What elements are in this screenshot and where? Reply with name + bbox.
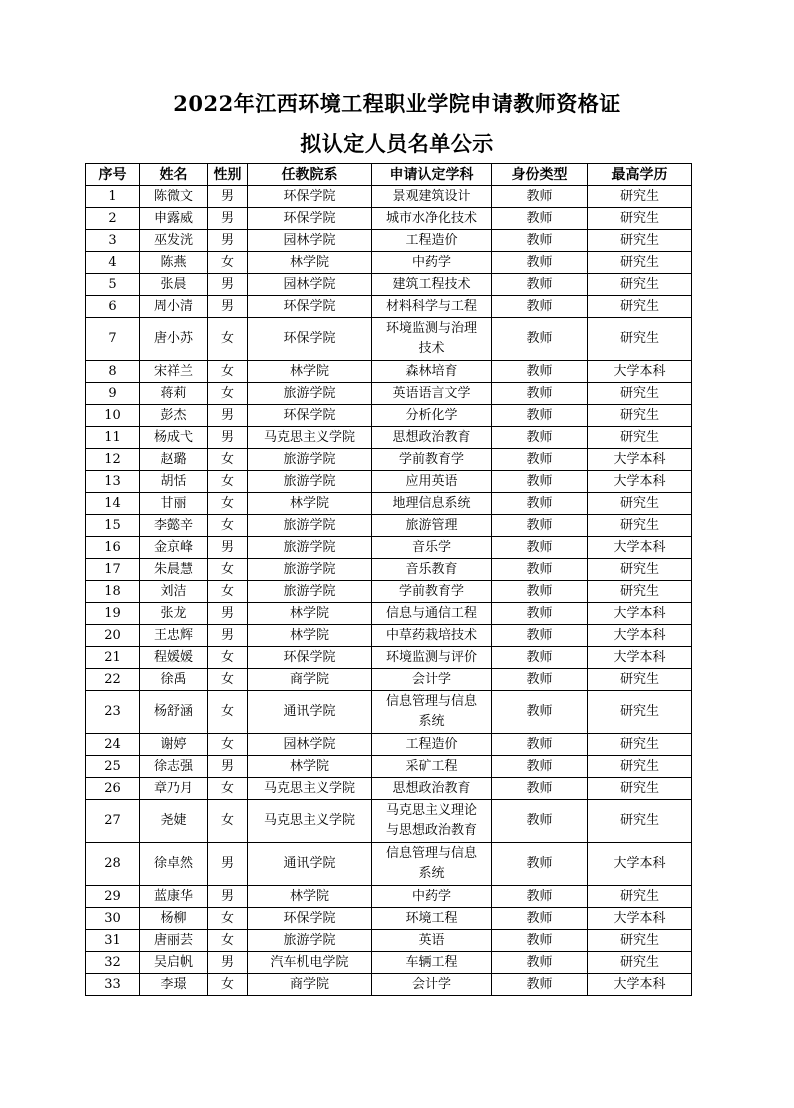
table-row [86, 778, 692, 800]
cell-identity: 教师 [492, 361, 588, 383]
cell-identity: 教师 [492, 691, 588, 734]
table-row [86, 886, 692, 908]
cell-gender: 女 [208, 734, 248, 756]
cell-subject: 环境监测与评价 [372, 647, 492, 669]
cell-department: 园林学院 [248, 274, 372, 296]
cell-education: 研究生 [588, 559, 692, 581]
cell-name: 申露威 [140, 208, 208, 230]
cell-education: 研究生 [588, 581, 692, 603]
cell-index: 10 [86, 405, 140, 427]
cell-name: 赵璐 [140, 449, 208, 471]
cell-department: 旅游学院 [248, 449, 372, 471]
cell-department: 环保学院 [248, 208, 372, 230]
cell-subject: 学前教育学 [372, 581, 492, 603]
cell-subject: 信息与通信工程 [372, 603, 492, 625]
cell-name: 吴启帆 [140, 952, 208, 974]
cell-subject: 英语 [372, 930, 492, 952]
cell-index: 15 [86, 515, 140, 537]
col-header-gender: 性别 [208, 164, 248, 186]
cell-index: 7 [86, 318, 140, 361]
cell-education: 大学本科 [588, 625, 692, 647]
cell-identity: 教师 [492, 756, 588, 778]
cell-index: 9 [86, 383, 140, 405]
cell-gender: 女 [208, 252, 248, 274]
cell-identity: 教师 [492, 296, 588, 318]
cell-department: 环保学院 [248, 318, 372, 361]
cell-index: 3 [86, 230, 140, 252]
cell-name: 陈燕 [140, 252, 208, 274]
cell-subject: 工程造价 [372, 230, 492, 252]
cell-subject: 工程造价 [372, 734, 492, 756]
cell-gender: 女 [208, 778, 248, 800]
table-row [86, 974, 692, 996]
cell-department: 环保学院 [248, 186, 372, 208]
cell-department: 园林学院 [248, 230, 372, 252]
cell-index: 19 [86, 603, 140, 625]
cell-index: 13 [86, 471, 140, 493]
cell-name: 杨成弋 [140, 427, 208, 449]
cell-gender: 女 [208, 581, 248, 603]
cell-index: 28 [86, 843, 140, 886]
cell-department: 林学院 [248, 252, 372, 274]
cell-index: 6 [86, 296, 140, 318]
cell-subject: 环境工程 [372, 908, 492, 930]
cell-identity: 教师 [492, 800, 588, 843]
cell-identity: 教师 [492, 252, 588, 274]
cell-gender: 男 [208, 186, 248, 208]
cell-name: 徐志强 [140, 756, 208, 778]
cell-education: 研究生 [588, 930, 692, 952]
cell-department: 马克思主义学院 [248, 800, 372, 843]
cell-identity: 教师 [492, 669, 588, 691]
cell-identity: 教师 [492, 471, 588, 493]
cell-education: 研究生 [588, 734, 692, 756]
cell-gender: 女 [208, 908, 248, 930]
cell-name: 徐禹 [140, 669, 208, 691]
table-row [86, 800, 692, 843]
cell-name: 杨柳 [140, 908, 208, 930]
cell-education: 研究生 [588, 952, 692, 974]
cell-identity: 教师 [492, 625, 588, 647]
cell-gender: 女 [208, 471, 248, 493]
cell-index: 11 [86, 427, 140, 449]
table-row [86, 625, 692, 647]
cell-gender: 女 [208, 515, 248, 537]
cell-name: 蓝康华 [140, 886, 208, 908]
cell-education: 研究生 [588, 186, 692, 208]
cell-identity: 教师 [492, 603, 588, 625]
cell-identity: 教师 [492, 537, 588, 559]
cell-index: 25 [86, 756, 140, 778]
cell-index: 24 [86, 734, 140, 756]
cell-department: 马克思主义学院 [248, 778, 372, 800]
cell-name: 周小清 [140, 296, 208, 318]
cell-name: 彭杰 [140, 405, 208, 427]
cell-education: 研究生 [588, 208, 692, 230]
cell-gender: 女 [208, 361, 248, 383]
cell-identity: 教师 [492, 274, 588, 296]
cell-subject: 音乐教育 [372, 559, 492, 581]
cell-education: 研究生 [588, 383, 692, 405]
cell-gender: 女 [208, 669, 248, 691]
cell-name: 刘洁 [140, 581, 208, 603]
table-row [86, 515, 692, 537]
cell-education: 研究生 [588, 230, 692, 252]
cell-department: 环保学院 [248, 405, 372, 427]
cell-subject: 中药学 [372, 252, 492, 274]
cell-education: 大学本科 [588, 647, 692, 669]
page-title-line-2: 拟认定人员名单公示 [300, 131, 494, 156]
cell-identity: 教师 [492, 974, 588, 996]
cell-education: 研究生 [588, 515, 692, 537]
cell-name: 王忠辉 [140, 625, 208, 647]
cell-gender: 男 [208, 296, 248, 318]
cell-subject: 建筑工程技术 [372, 274, 492, 296]
cell-gender: 男 [208, 886, 248, 908]
cell-department: 环保学院 [248, 647, 372, 669]
cell-subject: 音乐学 [372, 537, 492, 559]
cell-identity: 教师 [492, 952, 588, 974]
table-row [86, 318, 692, 361]
cell-subject: 旅游管理 [372, 515, 492, 537]
cell-education: 研究生 [588, 252, 692, 274]
cell-department: 旅游学院 [248, 515, 372, 537]
cell-identity: 教师 [492, 930, 588, 952]
cell-identity: 教师 [492, 318, 588, 361]
table-row [86, 493, 692, 515]
cell-name: 徐卓然 [140, 843, 208, 886]
cell-name: 程媛媛 [140, 647, 208, 669]
cell-name: 杨舒涵 [140, 691, 208, 734]
cell-education: 大学本科 [588, 361, 692, 383]
cell-subject: 马克思主义理论 与思想政治教育 [372, 800, 492, 843]
cell-index: 33 [86, 974, 140, 996]
cell-education: 研究生 [588, 427, 692, 449]
cell-subject: 会计学 [372, 669, 492, 691]
cell-department: 林学院 [248, 493, 372, 515]
cell-gender: 女 [208, 691, 248, 734]
header-row [86, 164, 692, 186]
cell-gender: 女 [208, 559, 248, 581]
cell-education: 研究生 [588, 669, 692, 691]
cell-name: 谢婷 [140, 734, 208, 756]
cell-index: 32 [86, 952, 140, 974]
cell-gender: 女 [208, 930, 248, 952]
cell-index: 27 [86, 800, 140, 843]
cell-name: 陈微文 [140, 186, 208, 208]
cell-name: 宋祥兰 [140, 361, 208, 383]
table-row [86, 908, 692, 930]
cell-name: 朱晨慧 [140, 559, 208, 581]
cell-education: 大学本科 [588, 603, 692, 625]
table-row [86, 537, 692, 559]
cell-identity: 教师 [492, 230, 588, 252]
cell-education: 大学本科 [588, 843, 692, 886]
cell-index: 26 [86, 778, 140, 800]
cell-subject: 中药学 [372, 886, 492, 908]
cell-index: 5 [86, 274, 140, 296]
cell-education: 研究生 [588, 493, 692, 515]
cell-subject: 森林培育 [372, 361, 492, 383]
cell-index: 30 [86, 908, 140, 930]
cell-name: 张晨 [140, 274, 208, 296]
cell-index: 8 [86, 361, 140, 383]
cell-identity: 教师 [492, 405, 588, 427]
cell-name: 章乃月 [140, 778, 208, 800]
cell-department: 商学院 [248, 974, 372, 996]
cell-gender: 女 [208, 647, 248, 669]
cell-gender: 男 [208, 756, 248, 778]
cell-subject: 信息管理与信息 系统 [372, 691, 492, 734]
table-row [86, 471, 692, 493]
cell-subject: 车辆工程 [372, 952, 492, 974]
page-title-line-1: 2022年江西环境工程职业学院申请教师资格证 [173, 91, 621, 116]
cell-identity: 教师 [492, 843, 588, 886]
cell-department: 旅游学院 [248, 930, 372, 952]
cell-name: 李懿辛 [140, 515, 208, 537]
cell-index: 20 [86, 625, 140, 647]
cell-department: 旅游学院 [248, 559, 372, 581]
cell-identity: 教师 [492, 734, 588, 756]
cell-index: 18 [86, 581, 140, 603]
cell-name: 胡恬 [140, 471, 208, 493]
cell-education: 大学本科 [588, 537, 692, 559]
cell-subject: 应用英语 [372, 471, 492, 493]
table-row [86, 581, 692, 603]
col-header-subject: 申请认定学科 [372, 164, 492, 186]
cell-education: 大学本科 [588, 449, 692, 471]
roster-table [85, 163, 692, 996]
cell-education: 研究生 [588, 756, 692, 778]
cell-department: 旅游学院 [248, 537, 372, 559]
cell-gender: 女 [208, 449, 248, 471]
cell-education: 研究生 [588, 886, 692, 908]
cell-subject: 英语语言文学 [372, 383, 492, 405]
table-row [86, 449, 692, 471]
cell-department: 旅游学院 [248, 581, 372, 603]
cell-gender: 男 [208, 603, 248, 625]
cell-education: 研究生 [588, 296, 692, 318]
cell-gender: 男 [208, 537, 248, 559]
cell-gender: 男 [208, 952, 248, 974]
cell-gender: 男 [208, 230, 248, 252]
cell-identity: 教师 [492, 778, 588, 800]
cell-gender: 女 [208, 318, 248, 361]
cell-index: 14 [86, 493, 140, 515]
cell-subject: 学前教育学 [372, 449, 492, 471]
cell-education: 大学本科 [588, 974, 692, 996]
col-header-name: 姓名 [140, 164, 208, 186]
cell-department: 通讯学院 [248, 843, 372, 886]
table-row [86, 930, 692, 952]
cell-gender: 女 [208, 383, 248, 405]
cell-identity: 教师 [492, 208, 588, 230]
cell-subject: 思想政治教育 [372, 427, 492, 449]
table-row [86, 186, 692, 208]
cell-education: 研究生 [588, 800, 692, 843]
cell-education: 研究生 [588, 778, 692, 800]
cell-gender: 女 [208, 493, 248, 515]
table-row [86, 296, 692, 318]
cell-name: 唐小苏 [140, 318, 208, 361]
cell-department: 旅游学院 [248, 383, 372, 405]
cell-index: 29 [86, 886, 140, 908]
cell-identity: 教师 [492, 383, 588, 405]
cell-gender: 男 [208, 625, 248, 647]
cell-subject: 会计学 [372, 974, 492, 996]
cell-index: 2 [86, 208, 140, 230]
cell-department: 环保学院 [248, 296, 372, 318]
col-header-identity: 身份类型 [492, 164, 588, 186]
cell-subject: 思想政治教育 [372, 778, 492, 800]
cell-name: 尧婕 [140, 800, 208, 843]
cell-name: 巫发洸 [140, 230, 208, 252]
table-row [86, 405, 692, 427]
cell-index: 31 [86, 930, 140, 952]
cell-gender: 男 [208, 843, 248, 886]
cell-name: 张龙 [140, 603, 208, 625]
cell-education: 大学本科 [588, 908, 692, 930]
table-row [86, 952, 692, 974]
cell-identity: 教师 [492, 515, 588, 537]
cell-education: 研究生 [588, 274, 692, 296]
cell-subject: 景观建筑设计 [372, 186, 492, 208]
table-row [86, 427, 692, 449]
cell-department: 汽车机电学院 [248, 952, 372, 974]
cell-department: 林学院 [248, 625, 372, 647]
cell-identity: 教师 [492, 493, 588, 515]
cell-department: 林学院 [248, 361, 372, 383]
cell-identity: 教师 [492, 427, 588, 449]
col-header-index: 序号 [86, 164, 140, 186]
cell-name: 甘丽 [140, 493, 208, 515]
table-row [86, 230, 692, 252]
cell-index: 22 [86, 669, 140, 691]
cell-gender: 男 [208, 427, 248, 449]
cell-identity: 教师 [492, 886, 588, 908]
table-row [86, 734, 692, 756]
table-row [86, 252, 692, 274]
table-row [86, 208, 692, 230]
cell-department: 园林学院 [248, 734, 372, 756]
cell-department: 商学院 [248, 669, 372, 691]
cell-identity: 教师 [492, 647, 588, 669]
cell-name: 李璟 [140, 974, 208, 996]
cell-department: 旅游学院 [248, 471, 372, 493]
table-row [86, 274, 692, 296]
cell-education: 研究生 [588, 405, 692, 427]
cell-identity: 教师 [492, 449, 588, 471]
cell-gender: 男 [208, 274, 248, 296]
cell-subject: 材料科学与工程 [372, 296, 492, 318]
cell-subject: 分析化学 [372, 405, 492, 427]
cell-identity: 教师 [492, 581, 588, 603]
cell-index: 16 [86, 537, 140, 559]
cell-name: 蒋莉 [140, 383, 208, 405]
cell-department: 环保学院 [248, 908, 372, 930]
table-row [86, 756, 692, 778]
col-header-education: 最高学历 [588, 164, 692, 186]
cell-index: 21 [86, 647, 140, 669]
cell-department: 马克思主义学院 [248, 427, 372, 449]
cell-subject: 城市水净化技术 [372, 208, 492, 230]
cell-subject: 地理信息系统 [372, 493, 492, 515]
cell-subject: 信息管理与信息 系统 [372, 843, 492, 886]
cell-name: 唐丽芸 [140, 930, 208, 952]
cell-identity: 教师 [492, 186, 588, 208]
cell-department: 通讯学院 [248, 691, 372, 734]
cell-department: 林学院 [248, 603, 372, 625]
cell-gender: 男 [208, 208, 248, 230]
cell-subject: 环境监测与治理 技术 [372, 318, 492, 361]
cell-name: 金京峰 [140, 537, 208, 559]
cell-identity: 教师 [492, 908, 588, 930]
cell-department: 林学院 [248, 756, 372, 778]
table-row [86, 669, 692, 691]
cell-index: 23 [86, 691, 140, 734]
cell-education: 研究生 [588, 318, 692, 361]
table-row [86, 383, 692, 405]
table-row [86, 691, 692, 734]
cell-education: 研究生 [588, 691, 692, 734]
cell-index: 4 [86, 252, 140, 274]
cell-gender: 男 [208, 405, 248, 427]
cell-index: 1 [86, 186, 140, 208]
table-row [86, 361, 692, 383]
table-row [86, 647, 692, 669]
cell-gender: 女 [208, 800, 248, 843]
cell-subject: 采矿工程 [372, 756, 492, 778]
table-row [86, 843, 692, 886]
cell-department: 林学院 [248, 886, 372, 908]
table-row [86, 559, 692, 581]
table-row [86, 603, 692, 625]
cell-index: 12 [86, 449, 140, 471]
cell-identity: 教师 [492, 559, 588, 581]
col-header-department: 任教院系 [248, 164, 372, 186]
cell-gender: 女 [208, 974, 248, 996]
cell-index: 17 [86, 559, 140, 581]
cell-subject: 中草药栽培技术 [372, 625, 492, 647]
cell-education: 大学本科 [588, 471, 692, 493]
